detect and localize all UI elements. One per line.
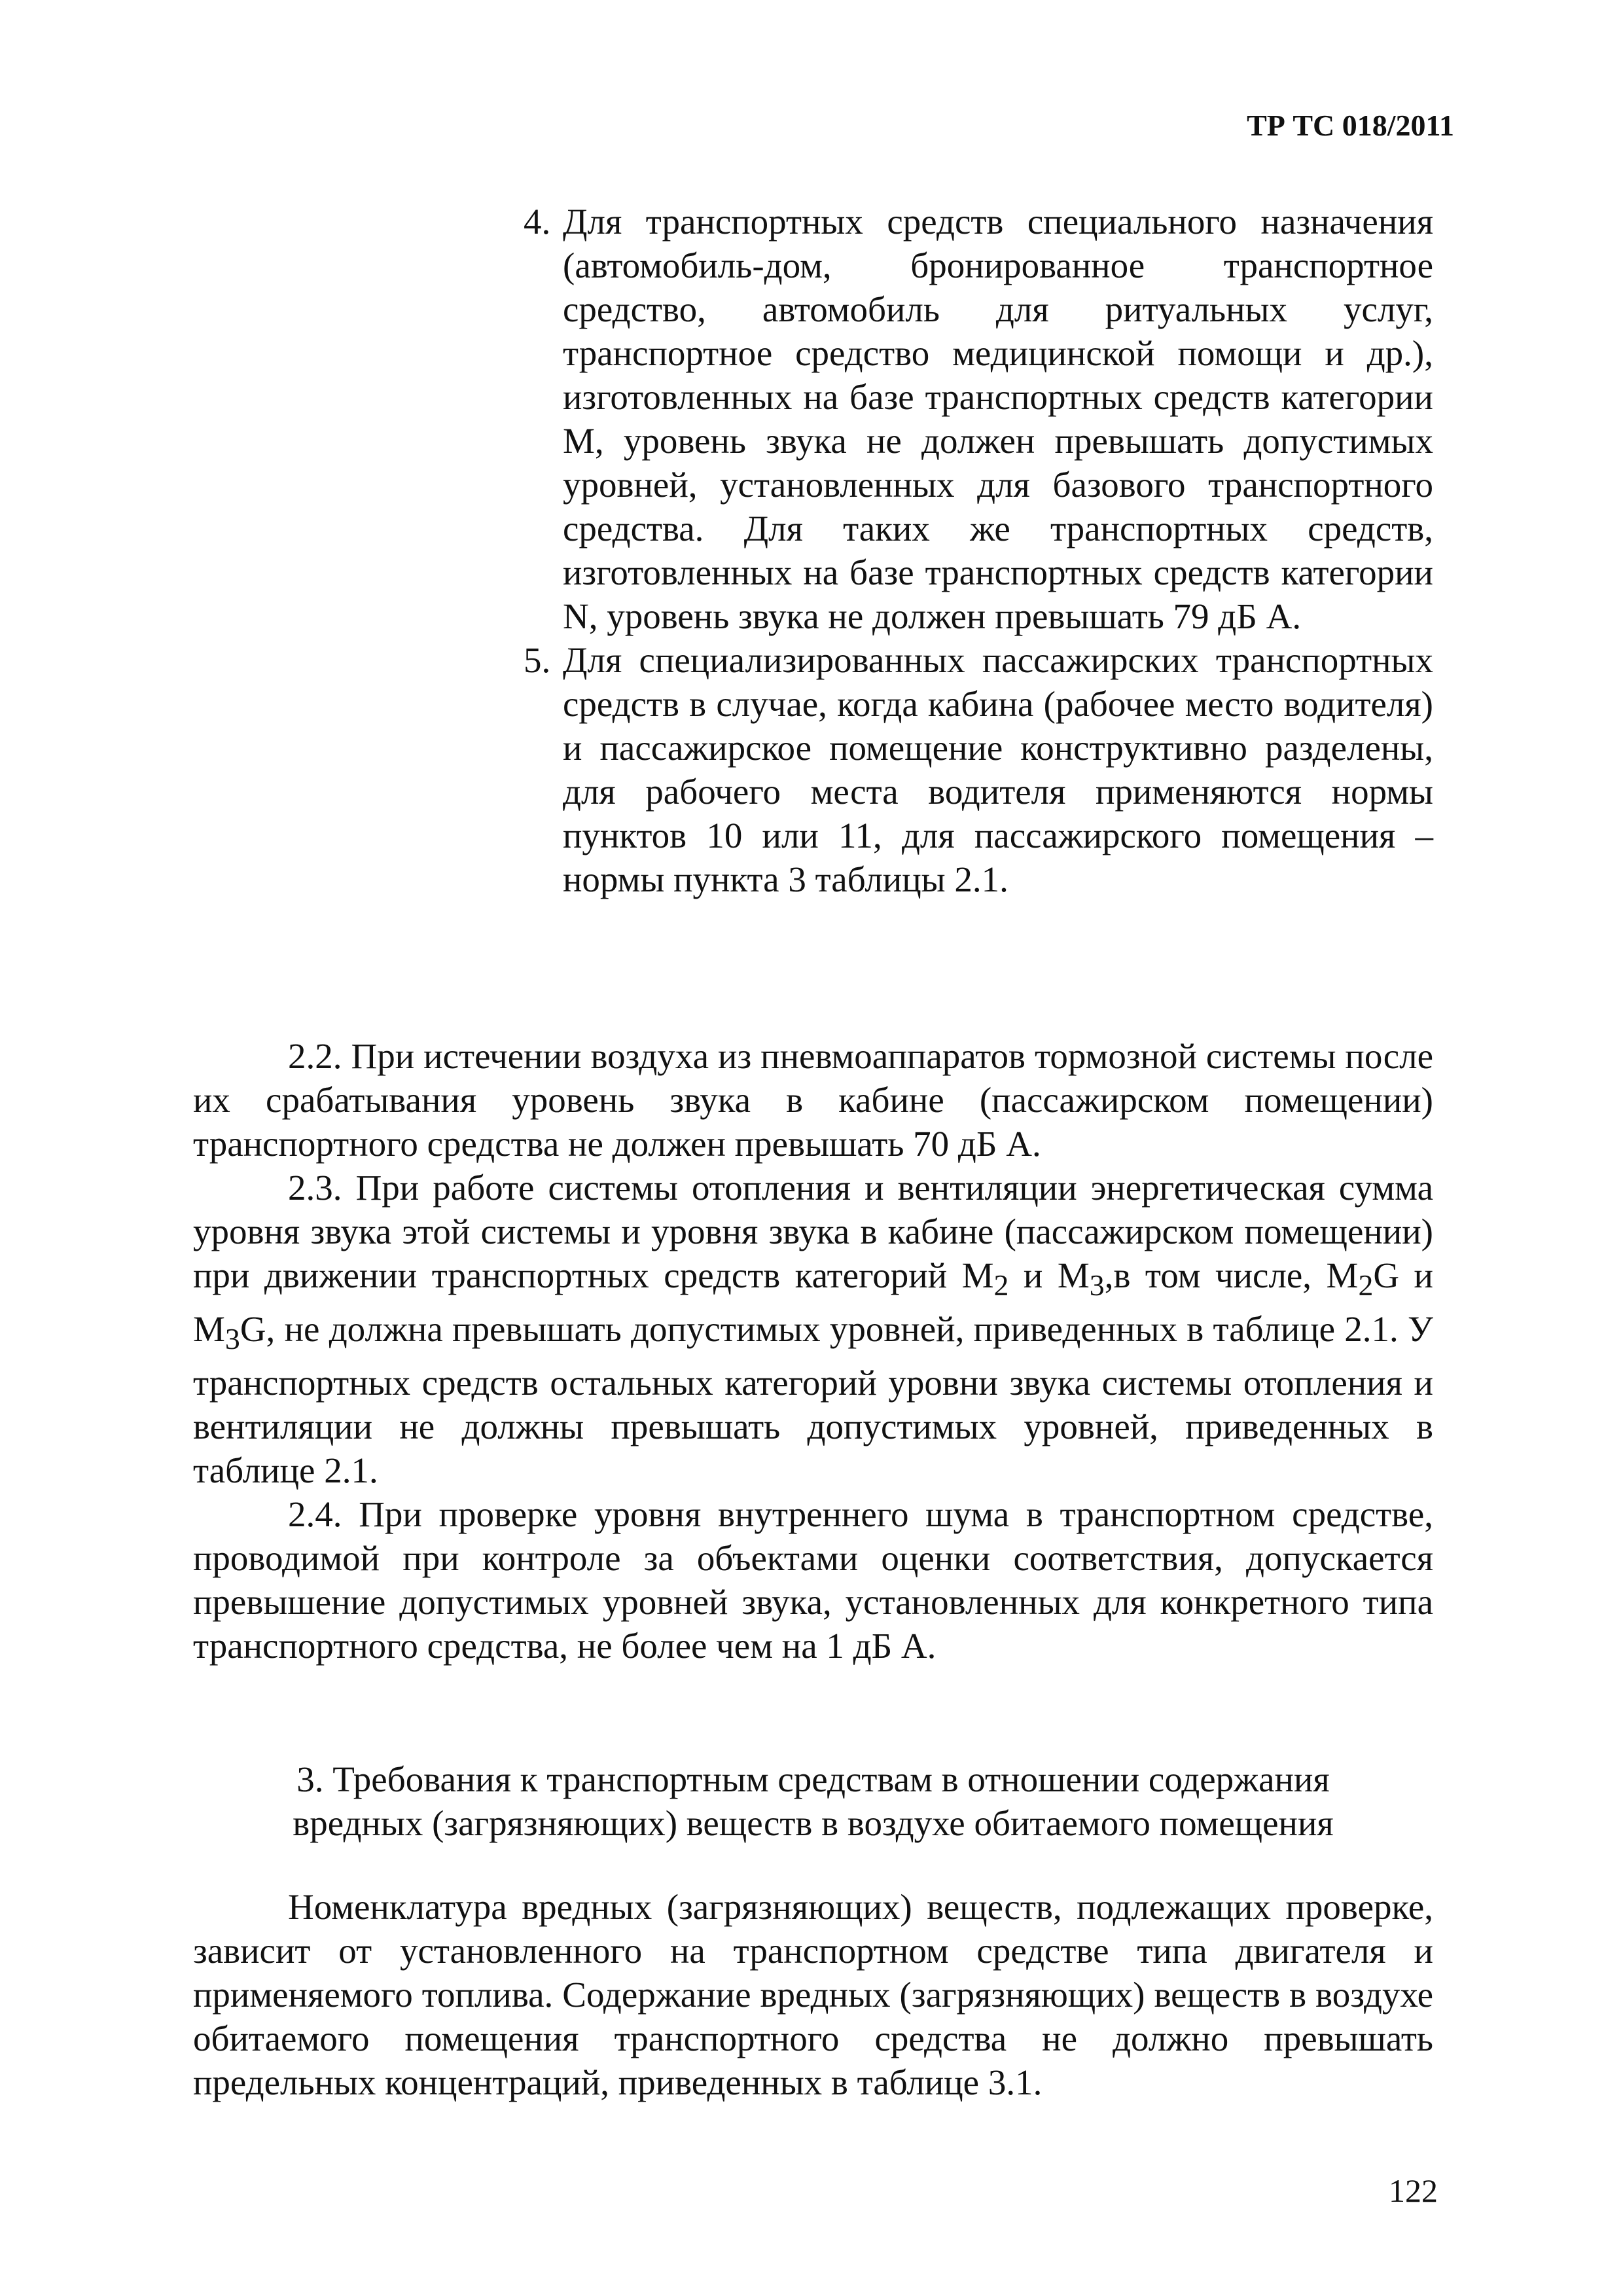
page-number: 122 [1389,2172,1438,2209]
section-3-heading [193,1757,1433,1845]
paragraph-2-3-part: и M [1008,1255,1090,1295]
document-header-id: ТР ТС 018/2011 [1247,109,1454,142]
paragraph-2-3-part: G, не должна превышать допустимых уровней, приведенных в таблице 2.1. У транспортных средств остальных категорий уровни звука системы отопления и вентиляции не должны превышать допустимых уровней, приведенных в таблице 2.1. [193,1309,1433,1490]
table-notes-list [524,200,1433,901]
paragraph-2-3-part: 2.3. При работе системы отопления и вентиляции энергетическая сумма уровня звука этой системы и уровня звука в кабине (пассажирском помещении) при движении транспортных средств категорий M [193,1168,1433,1295]
subscript: 2 [1358,1268,1374,1302]
note-number: 5. [524,640,551,680]
paragraph-2-2: 2.2. При истечении воздуха из пневмоаппаратов тормозной системы после их срабатывания уровень звука в кабине (пассажирском помещении) транспортного средства не должен превышать 70 дБ А. [193,1036,1433,1164]
note-item-5 [524,638,1433,901]
paragraphs-block [193,1034,1433,1668]
note-text: Для специализированных пассажирских транспортных средств в случае, когда кабина (рабочее место водителя) и пассажирское помещение конструктивно разделены, для рабочего места водителя применяются нормы пунктов 10 или 11, для пассажирского помещения – нормы пункта 3 таблицы 2.1. [563,640,1433,899]
paragraph-2-4: 2.4. При проверке уровня внутреннего шума в транспортном средстве, проводимой при контроле за объектами оценки соответствия, допускается превышение допустимых уровней звука, установленных для конкретного типа транспортного средства, не более чем на 1 дБ А. [193,1494,1433,1666]
section-3-paragraph: Номенклатура вредных (загрязняющих) веществ, подлежащих проверке, зависит от установленного на транспортном средстве типа двигателя и применяемого топлива. Содержание вредных (загрязняющих) веществ в воздухе обитаемого помещения транспортного средства не должно превышать предельных концентраций, приведенных в таблице 3.1. [193,1887,1433,2102]
paragraph-2-3-part: G и M [193,1255,1433,1349]
note-text: Для транспортных средств специального назначения (автомобиль-дом, бронированное транспортное средство, автомобиль для ритуальных услуг, транспортное средство медицинской помощи и др.), изготовленных на базе транспортных средств категории M, уровень звука не должен превышать допустимых уровней, установленных для базового транспортного средства. Для таких же транспортных средств, изготовленных на базе транспортных средств категории N, уровень звука не должен превышать 79 дБ А. [563,202,1433,636]
subscript: 3 [1089,1268,1105,1302]
subscript: 3 [224,1322,240,1355]
subscript: 2 [993,1268,1009,1302]
paragraph-2-3-part: ,в том числе, M [1104,1255,1359,1295]
paragraph-2-3 [193,1166,1433,1492]
section-heading-line-2: вредных (загрязняющих) веществ в воздухе обитаемого помещения [293,1803,1334,1843]
note-item-4 [524,200,1433,638]
section-3-body [193,1885,1433,2104]
note-number: 4. [524,202,551,242]
section-heading-line-1: 3. Требования к транспортным средствам в отношении содержания [296,1759,1330,1799]
